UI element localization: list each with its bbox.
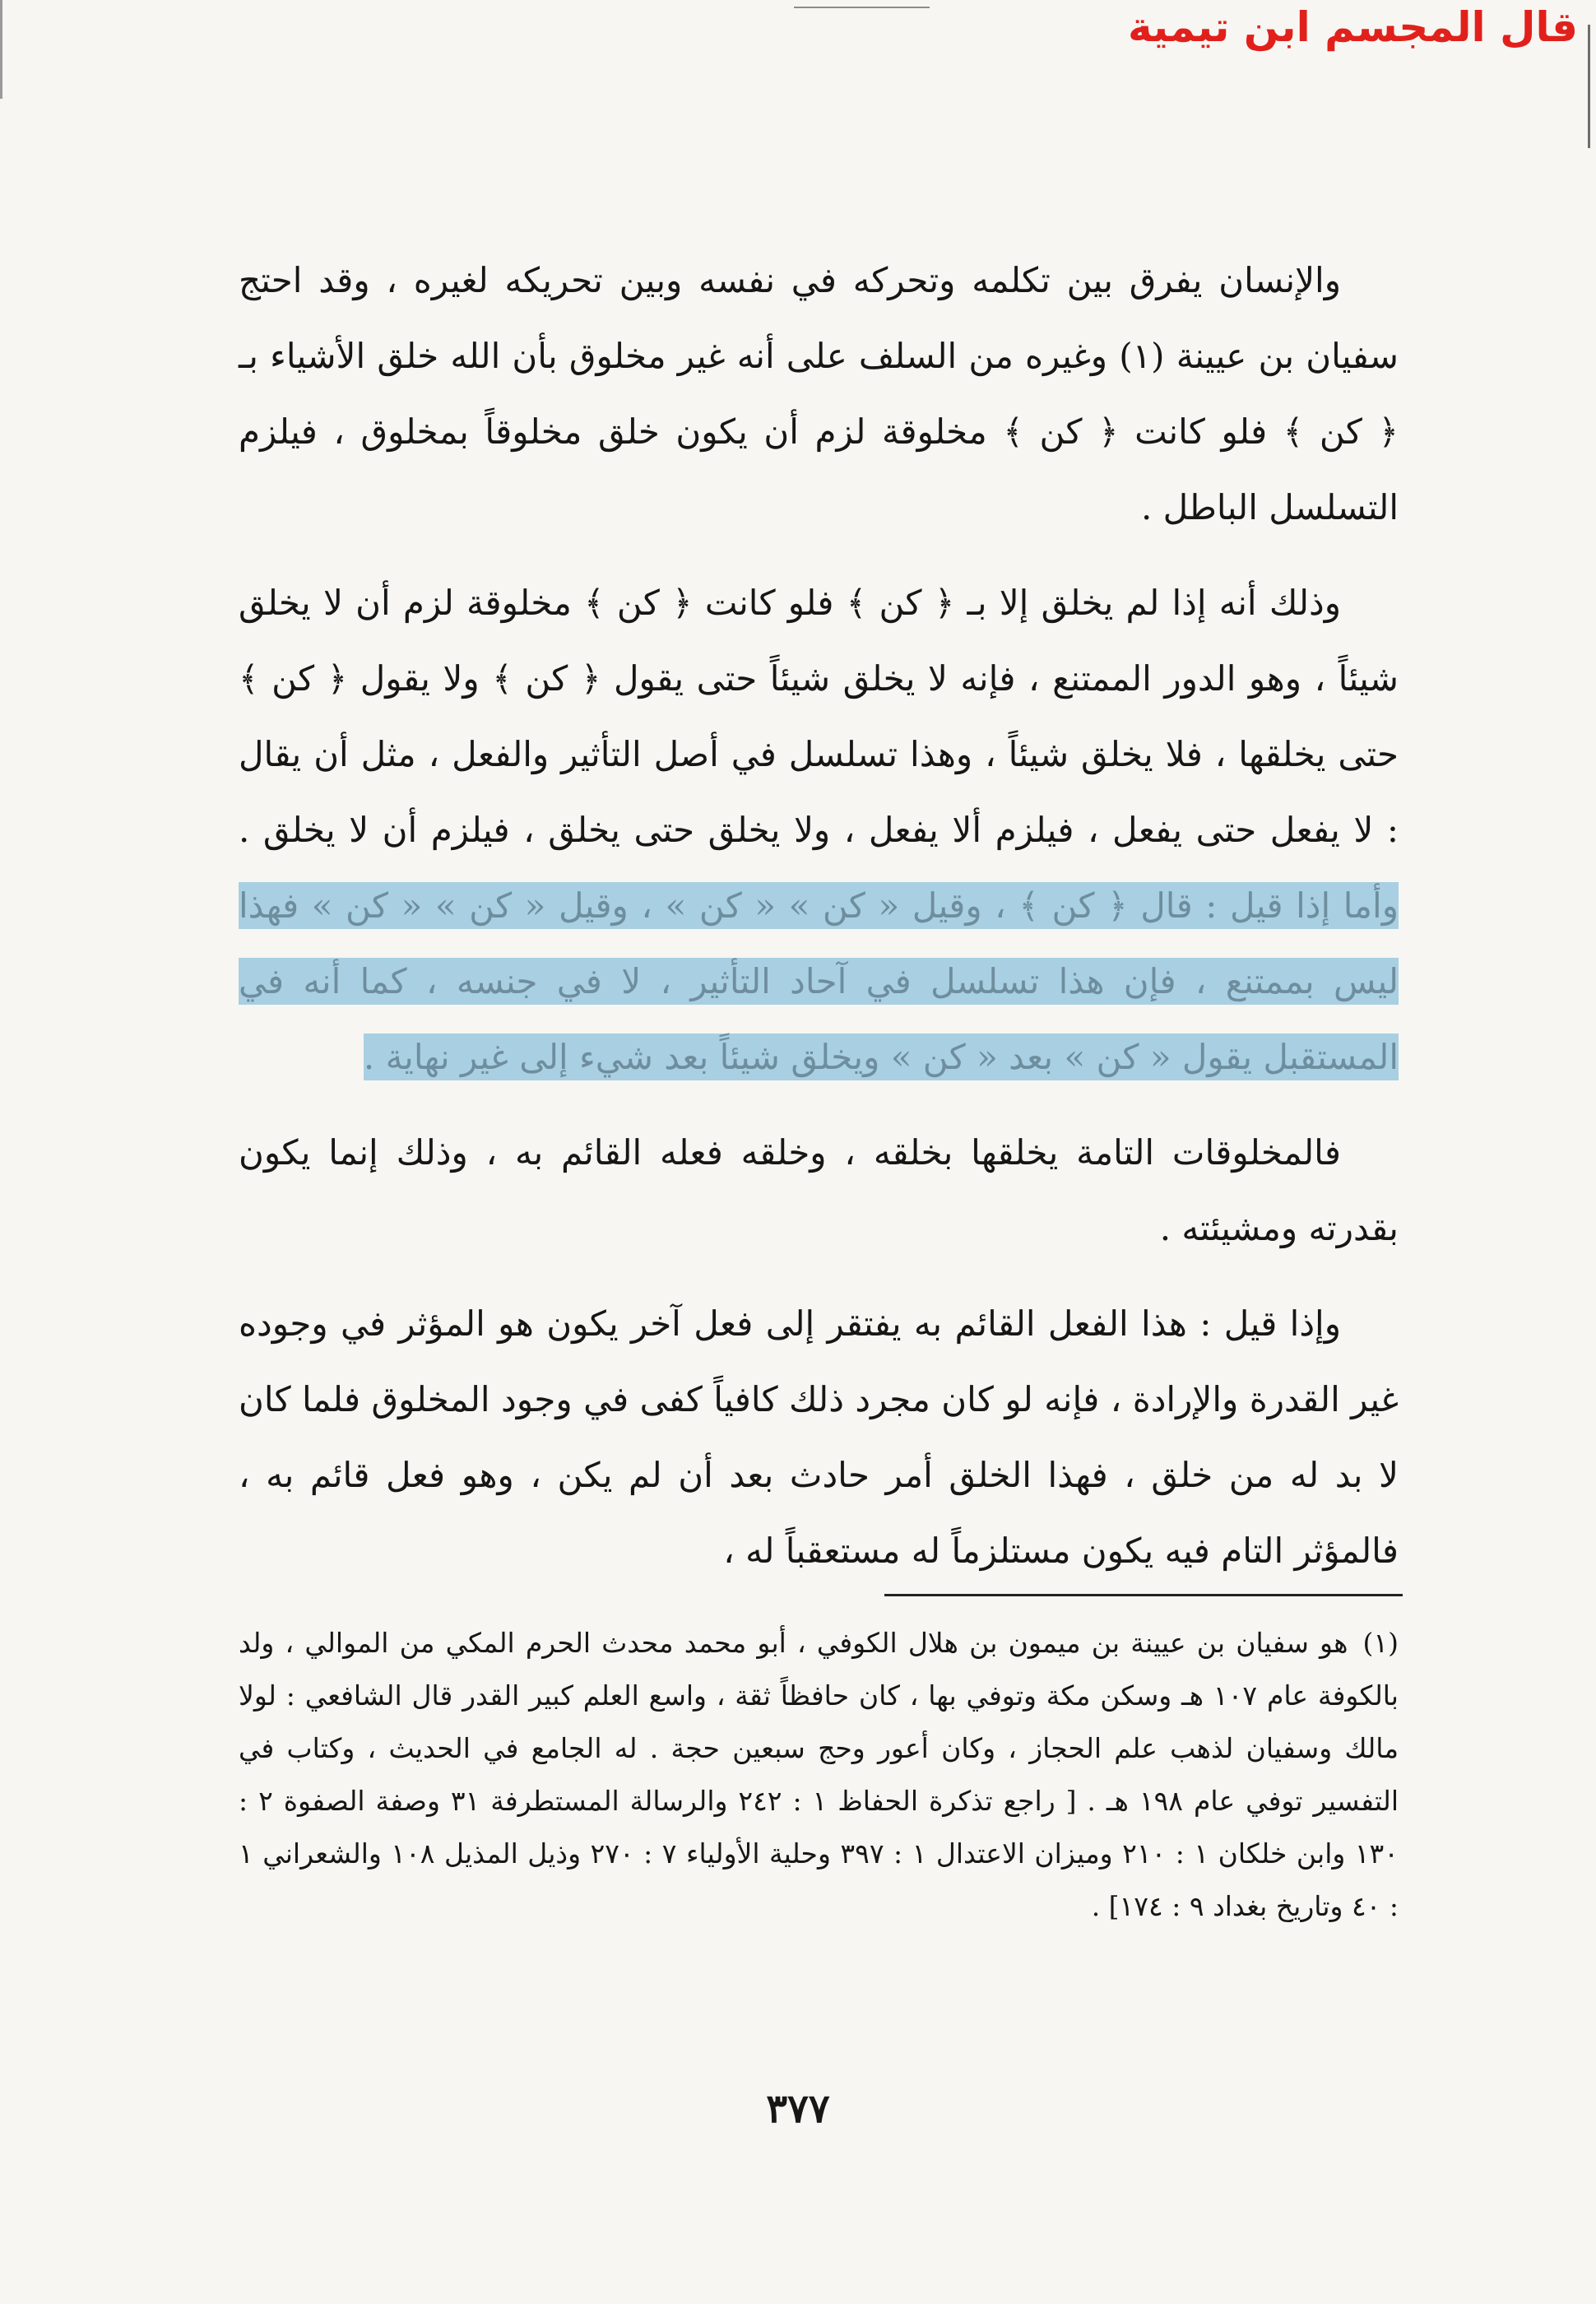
header-title: قال المجسم ابن تيمية	[1127, 3, 1578, 51]
paragraph-2	[239, 565, 1399, 1095]
paragraph-2-text: وذلك أنه إذا لم يخلق إلا بـ ﴿ كن ﴾ فلو كانت ﴿ كن ﴾ مخلوقة لزم أن لا يخلق شيئاً ، وهو الدور الممتنع ، فإنه لا يخلق شيئاً حتى يقول ﴿ كن ﴾ ولا يقول ﴿ كن ﴾ حتى يخلقها ، فلا يخلق شيئاً ، وهذا تسلسل في أصل التأثير والفعل ، مثل أن يقال : لا يفعل حتى يفعل ، فيلزم ألا يفعل ، ولا يخلق حتى يخلق ، فيلزم أن لا يخلق .	[239, 583, 1399, 850]
footnote-text: هو سفيان بن عيينة بن ميمون بن هلال الكوفي ، أبو محمد محدث الحرم المكي من الموالي ، ولد بالكوفة عام ١٠٧ هـ وسكن مكة وتوفي بها ، كان حافظاً ثقة ، واسع العلم كبير القدر قال الشافعي : لولا مالك وسفيان لذهب علم الحجاز ، وكان أعور وحج سبعين حجة . له الجامع في الحديث ، وكتاب في التفسير توفي عام ١٩٨ هـ . [ راجع تذكرة الحفاظ ١ : ٢٤٢ والرسالة المستطرفة ٣١ وصفة الصفوة ٢ : ١٣٠ وابن خلكان ١ : ٢١٠ وميزان الاعتدال ١ : ٣٩٧ وحلية الأولياء ٧ : ٢٧٠ وذيل المذيل ١٠٨ والشعراني ١ : ٤٠ وتاريخ بغداد ٩ : ١٧٤] .	[239, 1627, 1399, 1922]
paragraph-4-text: وإذا قيل : هذا الفعل القائم به يفتقر إلى فعل آخر يكون هو المؤثر في وجوده غير القدرة والإرادة ، فإنه لو كان مجرد ذلك كافياً كفى في وجود المخلوق فلما كان لا بد له من خلق ، فهذا الخلق أمر حادث بعد أن لم يكن ، وهو فعل قائم به ، فالمؤثر التام فيه يكون مستلزماً له مستعقباً له ،	[239, 1303, 1399, 1571]
main-text	[239, 243, 1399, 1609]
footnote-separator	[884, 1594, 1403, 1596]
footnote-number: (١)	[1362, 1627, 1399, 1659]
paragraph-3-text: فالمخلوقات التامة يخلقها بخلقه ، وخلقه فعله القائم به ، وذلك إنما يكون بقدرته ومشيئته .	[239, 1132, 1399, 1248]
right-edge-rule	[1588, 25, 1590, 148]
footnote	[239, 1617, 1399, 1933]
top-rule	[794, 7, 930, 8]
paragraph-4	[239, 1286, 1399, 1589]
paragraph-1-text: والإنسان يفرق بين تكلمه وتحركه في نفسه وبين تحريكه لغيره ، وقد احتج سفيان بن عيينة (١) وغيره من السلف على أنه غير مخلوق بأن الله خلق الأشياء بـ ﴿ كن ﴾ فلو كانت ﴿ كن ﴾ مخلوقة لزم أن يكون خلق مخلوقاً بمخلوق ، فيلزم التسلسل الباطل .	[239, 260, 1399, 527]
highlighted-selection[interactable]: وأما إذا قيل : قال ﴿ كن ﴾ ، وقيل « كن » « كن » ، وقيل « كن » « كن » فهذا ليس بممتنع ، فإن هذا تسلسل في آحاد التأثير ، لا في جنسه ، كما أنه في المستقبل يقول « كن » بعد « كن » ويخلق شيئاً بعد شيء إلى غير نهاية .	[239, 882, 1399, 1080]
paragraph-3	[239, 1115, 1399, 1266]
paragraph-1	[239, 243, 1399, 546]
page-number: ٣٧٧	[766, 2086, 830, 2132]
left-edge-rule	[0, 0, 2, 99]
